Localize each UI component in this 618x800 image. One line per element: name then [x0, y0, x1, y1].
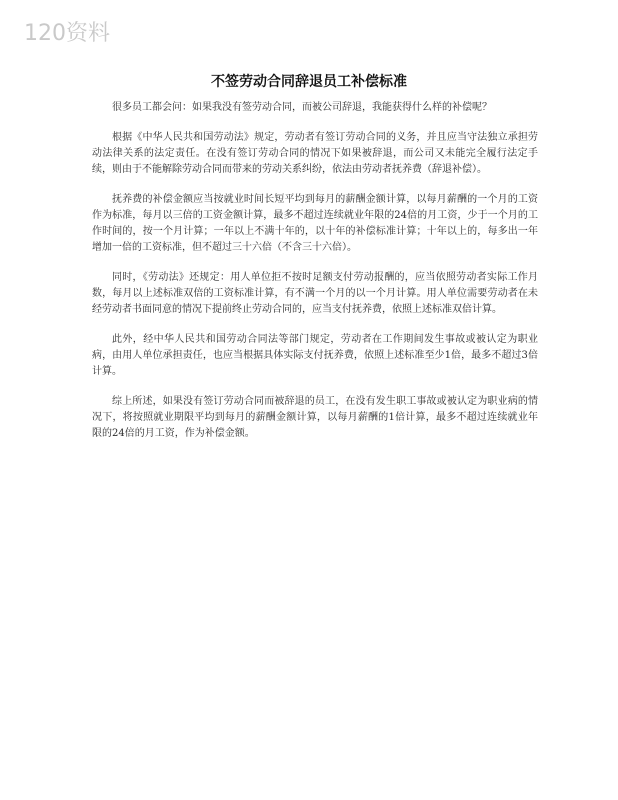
document-body: [92, 100, 538, 456]
document-title: 不签劳动合同辞退员工补偿标准: [211, 74, 407, 90]
watermark-logo: 120资料: [24, 21, 110, 46]
paragraph-6: 综上所述，如果没有签订劳动合同而被辞退的员工，在没有发生职工事故或被认定为职业病的情况下，将按照就业期限平均到每月的薪酬金额计算，以每月薪酬的1倍计算，最多不超过连续就业年限的24倍的月工资，作为补偿金额。: [92, 396, 538, 439]
paragraph-3: 抚养费的补偿金额应当按就业时间长短平均到每月的薪酬金额计算，以每月薪酬的一个月的工资作为标准，每月以三倍的工资金额计算，最多不超过连续就业年限的24倍的月工资，少于一个月的工作时间的，按一个月计算；一年以上不满十年的，以十年的补偿标准计算；十年以上的，每多出一年增加一倍的工资标准，但不超过三十六倍（不含三十六倍）。: [92, 194, 538, 253]
paragraph-5: 此外，经中华人民共和国劳动合同法等部门规定，劳动者在工作期间发生事故或被认定为职业病，由用人单位承担责任，也应当根据具体实际支付抚养费，依照上述标准至少1倍，最多不超过3倍计算。: [92, 334, 538, 377]
paragraph-1: 很多员工都会问：如果我没有签劳动合同，而被公司辞退，我能获得什么样的补偿呢？: [112, 102, 492, 113]
paragraph-2: 根据《中华人民共和国劳动法》规定，劳动者有签订劳动合同的义务，并且应当守法独立承担劳动法律关系的法定责任。在没有签订劳动合同的情况下如果被辞退，而公司又未能完全履行法定手续，则由于不能解除劳动合同而带来的劳动关系纠纷，依法由劳动者抚养费（辞退补偿）。: [92, 132, 538, 175]
paragraph-4: 同时，《劳动法》还规定：用人单位拒不按时足额支付劳动报酬的，应当依照劳动者实际工作月数，每月以上述标准双倍的工资标准计算，有不满一个月的以一个月计算。用人单位需要劳动者在未经劳动者书面同意的情况下提前终止劳动合同的，应当支付抚养费，依照上述标准双倍计算。: [92, 272, 538, 315]
